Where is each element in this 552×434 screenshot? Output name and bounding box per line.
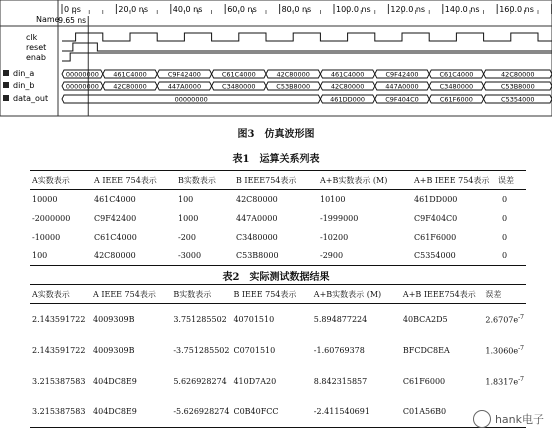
test-results-table [30,284,526,428]
bus-icon [3,70,9,76]
col-header: 误差 [485,289,502,299]
signal-name: enab [26,53,46,62]
data-out-value: 461DD000 [330,95,366,104]
time-label: 40.0 ns [172,5,203,14]
time-label: 140.0 ns [444,5,480,14]
table-cell: 40BCA2D5 [402,314,448,324]
table-cell: C5354000 [414,251,456,261]
data-out-value: C9F404C0 [385,95,419,104]
table-cell: 0 [502,213,508,223]
table-cell: -3000 [178,251,202,261]
time-label: 120.0 ns [390,5,426,14]
table-row [30,209,526,228]
table-cell: -5.626928274 [173,407,230,417]
din-a-value: 42C80000 [276,70,310,79]
table-cell: 5.626928274 [173,376,227,386]
table-cell: 0 [502,194,508,204]
table-cell: C0B40FCC [233,407,279,417]
table-row [30,247,526,266]
table-cell: $1.3060e^{-7}$ [485,344,524,356]
table1-caption: 表1 运算关系列表 [232,154,320,165]
simulation-waveform [0,0,552,118]
din-a-value: C9F42400 [385,70,419,79]
col-header: B IEEE 754表示 [233,289,297,299]
table-row [30,228,526,247]
din-b-value: C53B8000 [500,82,535,91]
table-cell: 3.751285502 [173,314,227,324]
table-cell: -1999000 [320,213,359,223]
din-b-value: 42C80000 [330,82,365,91]
table-cell: 404DC8E9 [93,376,137,386]
table-cell: -2900 [320,251,344,261]
table-cell: $2.6707e^{-7}$ [485,313,524,325]
signal-name: din_b [13,81,35,90]
din-b-value: C53B8000 [276,82,311,91]
table-cell: -2000000 [32,213,71,223]
din-b-value: 42C80000 [113,82,147,91]
signal-name: clk [26,33,38,42]
table-cell: 2.143591722 [32,345,86,355]
table-cell: -10200 [320,232,349,242]
table-row [30,366,526,397]
table-cell: 5.894877224 [313,314,368,324]
exponent: -7 [518,313,524,321]
din-b-value: 447A0000 [167,82,202,91]
data-out-value: 00000000 [174,95,208,104]
table-cell: 0 [502,251,508,261]
signal-name: data_out [13,94,49,103]
exponent: -7 [518,344,524,352]
col-header: B IEEE754表示 [236,175,297,185]
time-label: 160.0 ns [499,5,534,14]
table2-caption: 表2 实际测试数据结果 [222,272,330,283]
din-a-value: C61C4000 [221,70,256,79]
table-row [30,397,526,428]
din-a-value: 00000000 [65,70,99,79]
name-header: Name [36,15,60,24]
table-cell: C9F404C0 [414,213,458,223]
din-a-value: 42C80000 [501,70,535,79]
col-header: A IEEE 754表示 [94,175,157,185]
time-label: 20.0 ns [118,5,148,14]
table-cell: 447A0000 [236,213,278,223]
table-cell: 461C4000 [94,194,136,204]
table-cell: 404DC8E9 [93,407,137,417]
table-cell: 42C80000 [94,251,136,261]
table-cell: 3.215387583 [32,376,86,386]
table-cell: 461DD000 [414,194,458,204]
table-header-row [30,171,526,190]
table-cell: C0701510 [233,345,276,355]
table-cell: C61C4000 [94,232,137,242]
table-cell: -3.751285502 [173,345,230,355]
table-cell: C61F6000 [402,376,446,386]
col-header: A+B实数表示 (M) [320,175,388,185]
table-cell: 100 [32,251,48,261]
table-cell: -1.60769378 [313,345,365,355]
col-header: A+B IEEE 754表示 [414,175,490,185]
table-cell: 8.842315857 [313,376,368,386]
bus-icon [3,82,9,88]
table-cell: 4009309B [93,345,135,355]
table-cell: 410D7A20 [233,376,277,386]
figure-caption: 图3 仿真波形图 [237,129,315,140]
col-header: 误差 [498,175,514,185]
table-cell: C9F42400 [94,213,137,223]
table-cell: 0 [502,232,508,242]
table-cell: BFCDC8EA [402,345,450,355]
table-cell: 10000 [32,194,58,204]
table-cell: 42C80000 [236,194,278,204]
col-header: B实数表示 [178,175,216,185]
table-cell: C01A56B0 [402,407,447,417]
wechat-icon [473,410,491,428]
time-label: 100.0 ns [336,5,371,14]
data-out-value: C61F6000 [439,95,473,104]
table-cell: 2.143591722 [32,314,86,324]
cursor-label: 9.65 ns [58,16,86,25]
table-cell: 1000 [178,213,199,223]
table-cell: C3480000 [236,232,278,242]
signal-name: din_a [13,69,35,78]
din-a-value: 461C4000 [113,70,147,79]
din-a-value: 461C4000 [330,70,365,79]
watermark [473,410,544,428]
table-cell: -10000 [32,232,61,242]
watermark-text: hank电子 [494,413,544,426]
col-header: A+B IEEE754表示 [402,289,476,299]
din-b-value: 00000000 [65,82,99,91]
table-row [30,304,526,335]
table-cell: 4009309B [93,314,135,324]
time-label: 0 ps [64,5,81,14]
table-cell: C61F6000 [414,232,457,242]
table-row [30,190,526,209]
table-cell: $1.8317e^{-7}$ [485,375,524,387]
time-label: 80.0 ns [281,5,312,14]
table-row [30,335,526,366]
col-header: B实数表示 [173,289,212,299]
din-a-value: C61C4000 [439,70,474,79]
table-header-row [30,285,526,304]
table-cell: C53B8000 [236,251,279,261]
table-cell: 3.215387583 [32,407,86,417]
table-cell: 10100 [320,194,346,204]
bus-icon [3,95,9,101]
col-header: A实数表示 [32,289,70,299]
col-header: A IEEE 754表示 [93,289,156,299]
table-cell: -200 [178,232,196,242]
din-b-value: 447A0000 [385,82,419,91]
data-out-value: C5354000 [501,95,535,104]
table-cell: -2.411540691 [313,407,370,417]
signal-name: reset [26,43,47,52]
table-cell: 40701510 [233,314,275,324]
table-cell: 100 [178,194,194,204]
din-b-value: C3480000 [222,82,256,91]
operation-table [30,170,526,266]
din-b-value: C3480000 [439,82,474,91]
col-header: A+B实数表示 (M) [313,289,382,299]
time-label: 60.0 ns [227,5,257,14]
col-header: A实数表示 [32,175,70,185]
din-a-value: C9F42400 [167,70,201,79]
exponent: -7 [518,375,524,383]
